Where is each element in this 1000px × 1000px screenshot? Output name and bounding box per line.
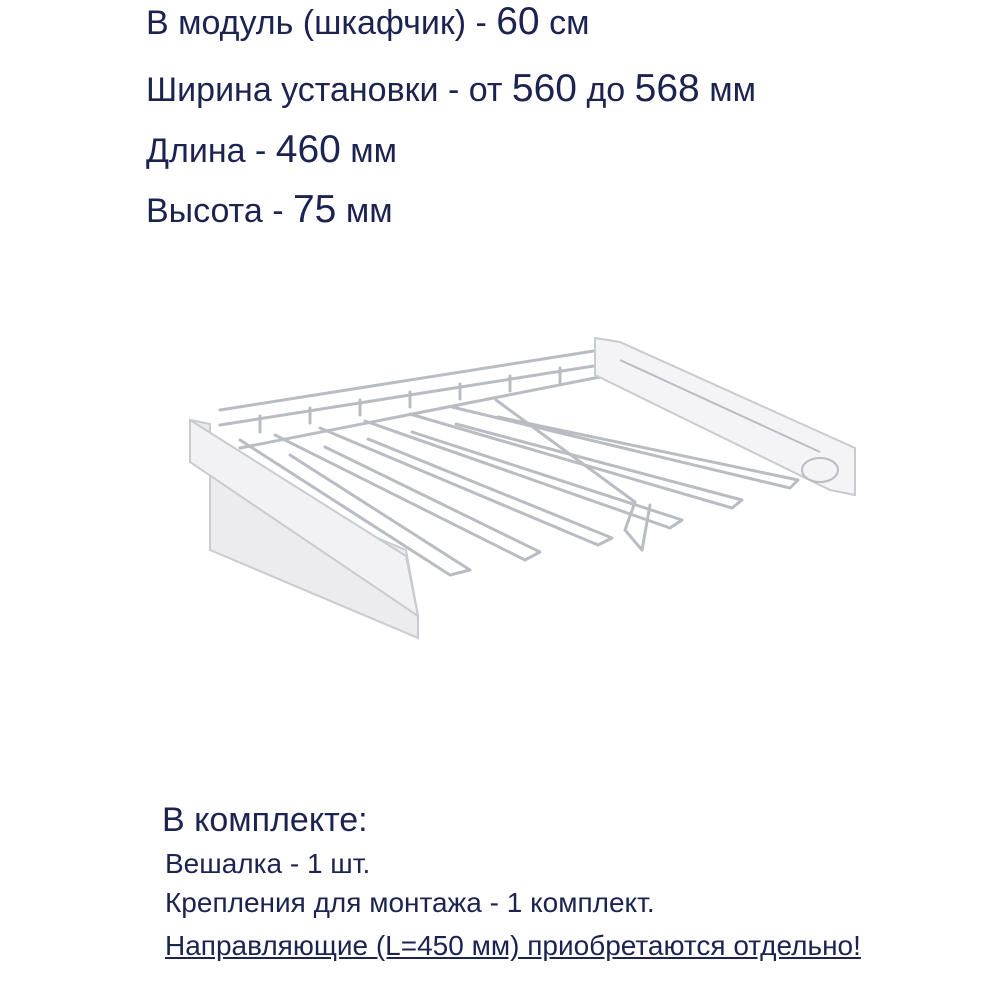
kit-item-guides-note: Направляющие (L=450 мм) приобретаются отдельно! (165, 930, 861, 961)
spec-module-unit: см (549, 4, 590, 42)
spec-module: В модуль (шкафчик) - 60 см (146, 0, 590, 43)
kit-title: В комплекте: (162, 801, 368, 839)
kit-item-hanger: Вешалка - 1 шт. (165, 848, 371, 879)
spec-height-value: 75 (292, 188, 337, 231)
spec-install-width-max: 568 (634, 67, 700, 110)
spec-module-value: 60 (496, 0, 540, 43)
spec-length: Длина - 460 мм (146, 128, 398, 171)
spec-length-value: 460 (275, 128, 341, 171)
spec-install-width: Ширина установки - от 560 до 568 мм (146, 67, 756, 110)
trouser-rack-icon (180, 320, 870, 640)
spec-install-width-min: 560 (511, 67, 577, 110)
kit-item-fasteners: Крепления для монтажа - 1 комплект. (165, 887, 655, 918)
spec-height: Высота - 75 мм (146, 188, 393, 231)
